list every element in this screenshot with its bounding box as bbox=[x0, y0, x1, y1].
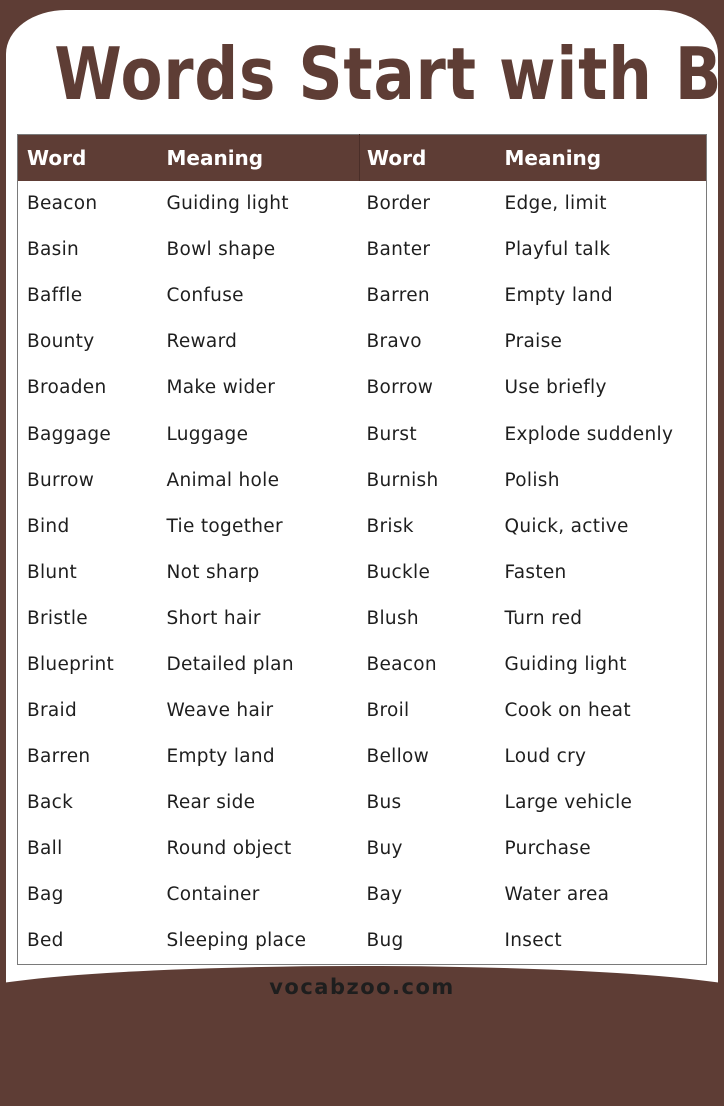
table-row bbox=[18, 273, 707, 319]
table-row bbox=[18, 780, 707, 826]
meaning-cell: Loud cry bbox=[504, 746, 587, 768]
word-cell: Baggage bbox=[27, 423, 112, 445]
meaning-cell: Bowl shape bbox=[166, 239, 276, 261]
meaning-cell: Weave hair bbox=[166, 700, 274, 722]
meaning-cell: Detailed plan bbox=[166, 653, 294, 675]
meaning-cell: Round object bbox=[166, 838, 292, 860]
meaning-cell: Praise bbox=[504, 331, 563, 353]
meaning-cell: Sleeping place bbox=[166, 930, 307, 952]
column-header-meaning-2: Meaning bbox=[498, 135, 707, 181]
meaning-cell: Short hair bbox=[166, 607, 261, 629]
word-cell: Bristle bbox=[27, 607, 88, 629]
meaning-cell: Use briefly bbox=[504, 377, 607, 399]
meaning-cell: Reward bbox=[166, 331, 238, 353]
table-body bbox=[18, 181, 707, 965]
table-row bbox=[18, 688, 707, 734]
table-row bbox=[18, 503, 707, 549]
word-cell: Bellow bbox=[366, 746, 430, 768]
meaning-cell: Guiding light bbox=[166, 193, 289, 215]
word-cell: Banter bbox=[366, 239, 431, 261]
meaning-cell: Rear side bbox=[166, 792, 256, 814]
meaning-cell: Fasten bbox=[504, 561, 567, 583]
column-header-word: Word bbox=[18, 135, 158, 181]
meaning-cell: Not sharp bbox=[166, 561, 260, 583]
table-row bbox=[18, 918, 707, 964]
word-cell: Blueprint bbox=[27, 653, 115, 675]
column-header-word-2: Word bbox=[360, 135, 498, 181]
word-cell: Braid bbox=[27, 700, 78, 722]
meaning-cell: Edge, limit bbox=[504, 193, 607, 215]
meaning-cell: Empty land bbox=[166, 746, 275, 768]
meaning-cell: Luggage bbox=[166, 423, 249, 445]
word-cell: Brisk bbox=[366, 515, 414, 537]
table-row bbox=[18, 595, 707, 641]
table-row bbox=[18, 549, 707, 595]
word-cell: Beacon bbox=[366, 653, 437, 675]
table-row bbox=[18, 457, 707, 503]
word-cell: Burrow bbox=[27, 469, 95, 491]
table-row bbox=[18, 181, 707, 227]
meaning-cell: Tie together bbox=[166, 515, 283, 537]
meaning-cell: Confuse bbox=[166, 285, 244, 307]
word-cell: Bay bbox=[366, 884, 403, 906]
meaning-cell: Guiding light bbox=[504, 653, 627, 675]
word-cell: Broil bbox=[366, 700, 410, 722]
meaning-cell: Insect bbox=[504, 930, 562, 952]
word-cell: Back bbox=[27, 792, 74, 814]
word-cell: Barren bbox=[27, 746, 91, 768]
table-row bbox=[18, 319, 707, 365]
meaning-cell: Container bbox=[166, 884, 260, 906]
word-cell: Burnish bbox=[366, 469, 439, 491]
table-row bbox=[18, 826, 707, 872]
table-row bbox=[18, 365, 707, 411]
word-cell: Buy bbox=[366, 838, 403, 860]
meaning-cell: Quick, active bbox=[504, 515, 629, 537]
word-cell: Blush bbox=[366, 607, 419, 629]
word-cell: Blunt bbox=[27, 561, 78, 583]
word-cell: Beacon bbox=[27, 193, 98, 215]
word-cell: Border bbox=[366, 193, 431, 215]
meaning-cell: Animal hole bbox=[166, 469, 280, 491]
word-cell: Buckle bbox=[366, 561, 431, 583]
word-cell: Bus bbox=[366, 792, 402, 814]
word-cell: Bag bbox=[27, 884, 64, 906]
meaning-cell: Polish bbox=[504, 469, 560, 491]
word-cell: Borrow bbox=[366, 377, 434, 399]
column-header-meaning: Meaning bbox=[158, 135, 360, 181]
word-cell: Burst bbox=[366, 423, 417, 445]
word-cell: Bravo bbox=[366, 331, 422, 353]
word-cell: Broaden bbox=[27, 377, 107, 399]
word-cell: Baffle bbox=[27, 285, 83, 307]
word-cell: Bind bbox=[27, 515, 70, 537]
meaning-cell: Empty land bbox=[504, 285, 613, 307]
site-footer: vocabzoo.com bbox=[269, 975, 455, 999]
table-row bbox=[18, 641, 707, 687]
meaning-cell: Purchase bbox=[504, 838, 591, 860]
meaning-cell: Turn red bbox=[504, 607, 583, 629]
word-cell: Bug bbox=[366, 930, 404, 952]
meaning-cell: Make wider bbox=[166, 377, 276, 399]
word-cell: Ball bbox=[27, 838, 63, 860]
word-cell: Barren bbox=[366, 285, 430, 307]
word-cell: Basin bbox=[27, 239, 80, 261]
table-header-row bbox=[18, 135, 707, 181]
meaning-cell: Playful talk bbox=[504, 239, 611, 261]
word-cell: Bed bbox=[27, 930, 64, 952]
page-title: Words Start with B bbox=[54, 32, 723, 116]
table-row bbox=[18, 734, 707, 780]
meaning-cell: Large vehicle bbox=[504, 792, 633, 814]
table-row bbox=[18, 872, 707, 918]
vocabulary-table bbox=[17, 134, 707, 965]
word-cell: Bounty bbox=[27, 331, 95, 353]
meaning-cell: Explode suddenly bbox=[504, 423, 674, 445]
table-row bbox=[18, 411, 707, 457]
meaning-cell: Cook on heat bbox=[504, 700, 631, 722]
table-row bbox=[18, 227, 707, 273]
meaning-cell: Water area bbox=[504, 884, 610, 906]
